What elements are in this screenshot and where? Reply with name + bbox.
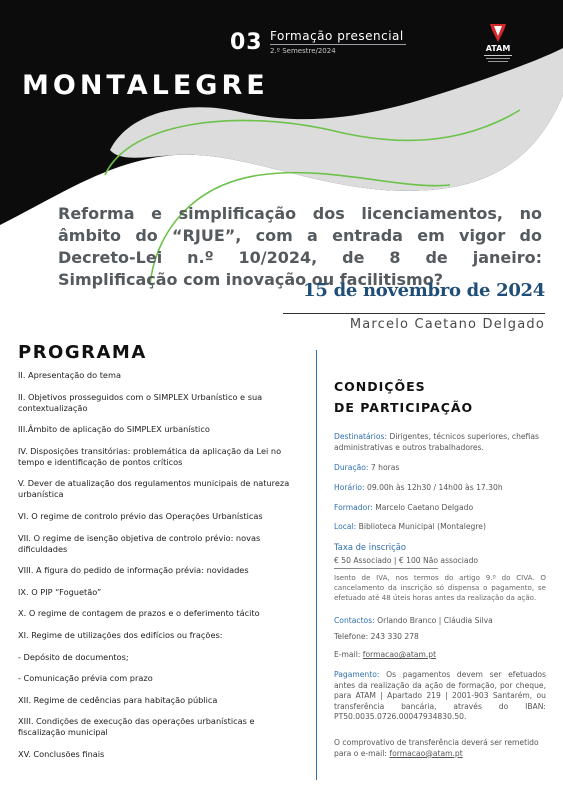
- formador-label: Formador:: [334, 503, 373, 512]
- local-value: Biblioteca Municipal (Montalegre): [356, 522, 486, 531]
- programa-item: XII. Regime de cedências para habitação pública: [18, 694, 218, 705]
- programa-item: - Comunicação prévia com prazo: [18, 673, 153, 684]
- taxa-label: Taxa de inscrição: [334, 542, 406, 552]
- event-date: 15 de novembro de 2024: [303, 280, 545, 301]
- column-divider: [316, 350, 317, 780]
- logo-text: ATAM: [485, 44, 511, 53]
- email-link[interactable]: formacao@atam.pt: [362, 650, 437, 659]
- destinatarios: [334, 432, 546, 453]
- taxa-divider: [334, 568, 438, 569]
- programa-item: VII. O regime de isenção objetiva de controlo prévio: novas dificuldades: [18, 532, 261, 554]
- header-divider: [270, 44, 406, 45]
- programa-item: XIII. Condições de execução das operações urbanísticas e fiscalização municipal: [18, 716, 255, 738]
- email-line: [334, 650, 546, 661]
- duracao: [334, 463, 546, 474]
- formador-value: Marcelo Caetano Delgado: [372, 503, 474, 512]
- horario-label: Horário:: [334, 483, 365, 492]
- contactos-label: Contactos:: [334, 616, 375, 625]
- comprovativo: [334, 738, 546, 759]
- isento-note: Isento de IVA, nos termos do artigo 9.º do CIVA. O cancelamento da inscrição só dispensa o pagamento, se efetuado até 48 úteis horas antes da realização da ação.: [334, 573, 546, 602]
- formador: [334, 503, 546, 514]
- programa-item: IX. O PIP “Foguetão”: [18, 586, 102, 597]
- email-label: E-mail:: [334, 650, 363, 659]
- comprovativo-text: O comprovativo de transferência deverá ser remetido para o e-mail:: [334, 738, 539, 758]
- programa-item: - Depósito de documentos;: [18, 651, 129, 662]
- pagamento-label: Pagamento:: [334, 670, 380, 679]
- duracao-label: Duração:: [334, 463, 369, 472]
- course-number: 03: [230, 30, 263, 55]
- course-headline: Reforma e simplificação dos licenciamentos, no âmbito do “RJUE”, com a entrada em vigor do Decreto-Lei n.º 10/2024, de 8 de janeiro: Simplificação com inovação ou facilitismo?: [58, 204, 542, 289]
- pagamento-value: Os pagamentos devem ser efetuados antes da realização da ação de formação, por cheque, para ATAM | Apartado 219 | 2001-903 Santarém, ou transferência bancária, através do IBAN: PT50.0035.0726.00047934830.50.: [334, 670, 546, 722]
- programa-item: XV. Conclusões finais: [18, 748, 105, 759]
- destinatarios-value: Dirigentes, técnicos superiores, chefias administrativas e outros trabalhadores.: [334, 432, 539, 452]
- local: [334, 522, 546, 533]
- horario: [334, 483, 546, 494]
- date-divider: [283, 313, 545, 314]
- horario-value: 09.00h às 12h30 / 14h00 às 17.30h: [364, 483, 503, 492]
- programa-item: V. Dever de atualização dos regulamentos municipais de natureza urbanística: [18, 478, 290, 500]
- programa-item: III.Âmbito de aplicação do SIMPLEX urbanístico: [18, 424, 210, 435]
- speaker-name: Marcelo Caetano Delgado: [349, 317, 545, 332]
- atam-logo: [478, 22, 518, 70]
- local-label: Local:: [334, 522, 357, 531]
- condicoes-title-line2: DE PARTICIPAÇÃO: [334, 400, 474, 415]
- duracao-value: 7 horas: [368, 463, 400, 472]
- programa-item: IV. Disposições transitórias: problemática da aplicação da Lei no tempo e identificação de pontos críticos: [18, 445, 282, 467]
- comprovativo-email-link[interactable]: formacao@atam.pt: [389, 748, 463, 758]
- programa-item: II. Apresentação do tema: [18, 370, 121, 380]
- pagamento: [334, 670, 546, 723]
- programa-item: XI. Regime de utilizações dos edifícios ou frações:: [18, 629, 223, 640]
- telefone: Telefone: 243 330 278: [334, 632, 419, 641]
- condicoes-title-line1: CONDIÇÕES: [334, 379, 426, 394]
- programa-list: [18, 370, 303, 771]
- semester: 2.º Semestre/2024: [270, 47, 336, 55]
- taxa-value: € 50 Associado | € 100 Não associado: [334, 556, 479, 565]
- programa-item: VIII. A figura do pedido de informação prévia: novidades: [18, 565, 249, 576]
- destinatarios-label: Destinatários:: [334, 432, 388, 441]
- programa-item: VI. O regime de controlo prévio das Operações Urbanísticas: [18, 510, 263, 521]
- condicoes-title: [334, 376, 473, 418]
- city-title: MONTALEGRE: [22, 70, 269, 101]
- contactos: [334, 616, 546, 627]
- programa-item: X. O regime de contagem de prazos e o deferimento tácito: [18, 608, 260, 619]
- programa-title: PROGRAMA: [18, 342, 147, 363]
- course-type: Formação presencial: [270, 29, 404, 43]
- programa-item: II. Objetivos prosseguidos com o SIMPLEX Urbanístico e sua contextualização: [18, 391, 263, 413]
- contactos-value: Orlando Branco | Cláudia Silva: [374, 616, 493, 625]
